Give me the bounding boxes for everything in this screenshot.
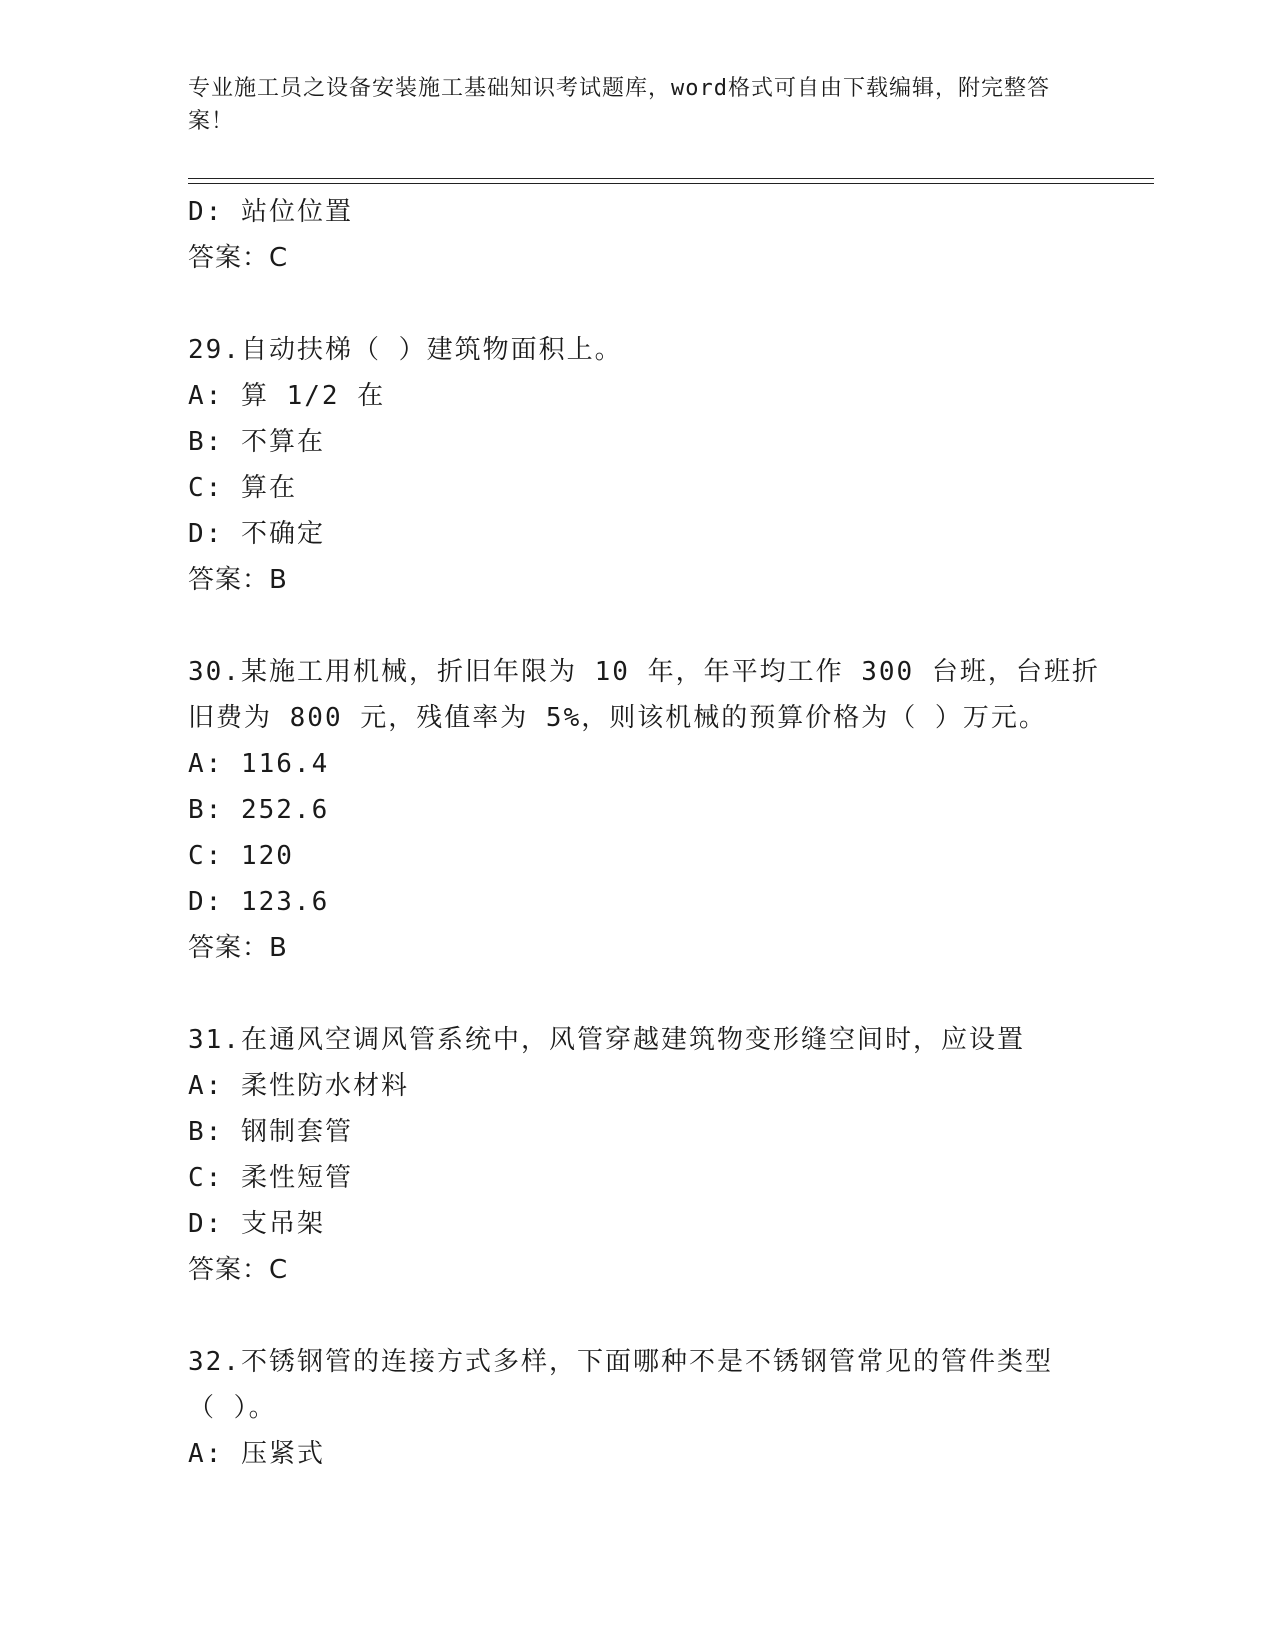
question-block-29: [188, 327, 1088, 603]
option-d: D: 不确定: [188, 519, 325, 549]
option-c: C: 120: [188, 841, 294, 871]
spacer: [188, 971, 1088, 1017]
option-b: B: 不算在: [188, 427, 325, 457]
question-block-31: [188, 1017, 1088, 1293]
option-d: D: 站位位置: [188, 197, 353, 227]
question-block-30: [188, 649, 1100, 971]
option-a: A: 116.4: [188, 749, 330, 779]
option-a: A: 柔性防水材料: [188, 1071, 409, 1101]
answer-line: 答案：C: [188, 243, 289, 273]
option-a: A: 压紧式: [188, 1439, 325, 1469]
option-b: B: 252.6: [188, 795, 330, 825]
spacer: [188, 603, 1088, 649]
answer-line: 答案：B: [188, 933, 288, 963]
option-b: B: 钢制套管: [188, 1117, 353, 1147]
question-stem-line-1: 32.不锈钢管的连接方式多样，下面哪种不是不锈钢管常见的管件类型: [188, 1347, 1053, 1377]
answer-line: 答案：B: [188, 565, 288, 595]
answer-line: 答案：C: [188, 1255, 289, 1285]
spacer: [188, 1293, 1088, 1339]
question-stem: 29.自动扶梯（ ）建筑物面积上。: [188, 335, 623, 365]
option-c: C: 柔性短管: [188, 1163, 353, 1193]
question-block-32: [188, 1339, 1088, 1477]
option-d: D: 123.6: [188, 887, 330, 917]
spacer: [188, 281, 1088, 327]
document-header: 专业施工员之设备安装施工基础知识考试题库，word格式可自由下载编辑，附完整答案！: [188, 76, 1050, 134]
question-stem: 31.在通风空调风管系统中，风管穿越建筑物变形缝空间时，应设置: [188, 1025, 1025, 1055]
header-divider-top: [188, 178, 1154, 179]
option-a: A: 算 1/2 在: [188, 381, 386, 411]
question-block-28: [188, 189, 1088, 281]
option-c: C: 算在: [188, 473, 297, 503]
question-stem-line-2: （ ）。: [188, 1393, 277, 1423]
question-stem-line-1: 30.某施工用机械，折旧年限为 10 年，年平均工作 300 台班，台班折: [188, 657, 1100, 687]
question-stem-line-2: 旧费为 800 元，残值率为 5%，则该机械的预算价格为（ ）万元。: [188, 703, 1047, 733]
option-d: D: 支吊架: [188, 1209, 325, 1239]
question-list: [188, 189, 1100, 1477]
header-divider-bottom: [188, 183, 1154, 184]
